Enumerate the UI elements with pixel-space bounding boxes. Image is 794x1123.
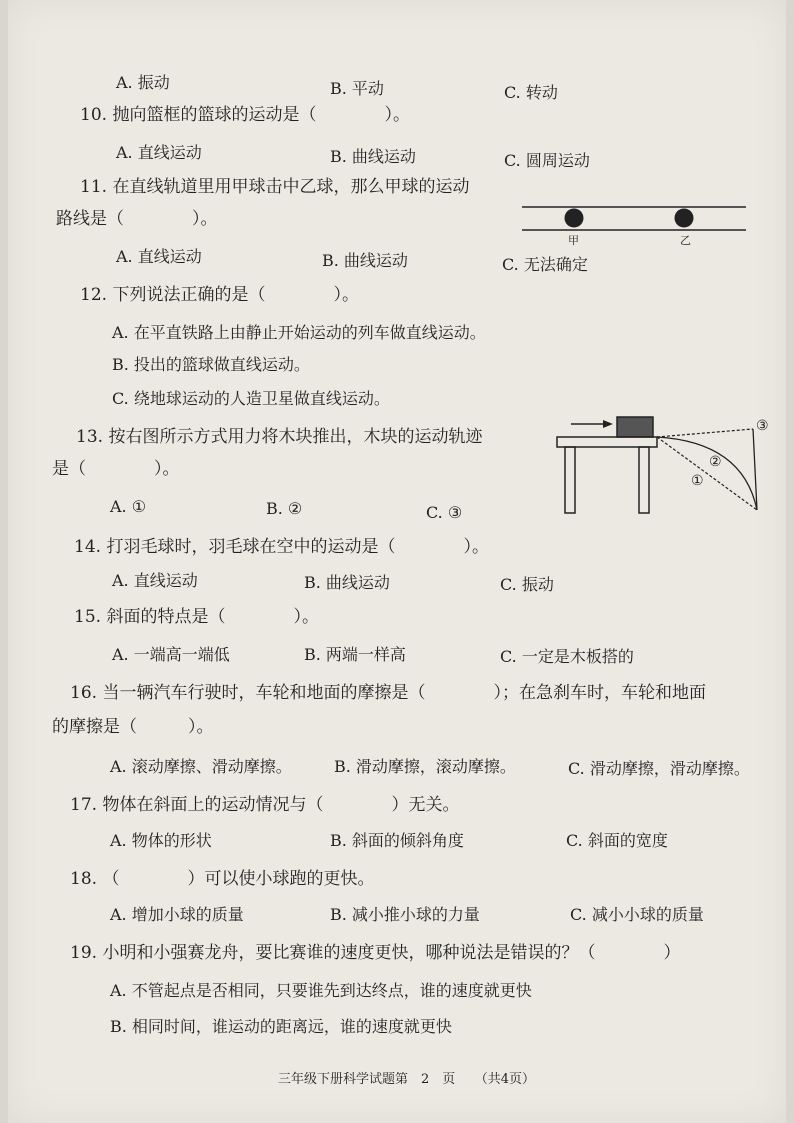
q19-option-a: A. 不管起点是否相同，只要谁先到达终点，谁的速度就更快: [110, 981, 532, 1000]
q14-stem: 14. 打羽毛球时，羽毛球在空中的运动是（ ）。: [74, 537, 489, 557]
q10-option-b: B. 曲线运动: [330, 147, 416, 166]
q14-option-c: C. 振动: [500, 575, 554, 594]
q17-option-a: A. 物体的形状: [110, 831, 212, 850]
trajectory-3: [657, 429, 753, 437]
q11-option-b: B. 曲线运动: [322, 251, 408, 270]
q13-option-a: A. ①: [110, 497, 147, 516]
q17-option-c: C. 斜面的宽度: [566, 831, 668, 850]
q14-option-b: B. 曲线运动: [304, 573, 390, 592]
q12-option-b: B. 投出的篮球做直线运动。: [112, 355, 310, 374]
q13-option-c: C. ③: [426, 503, 463, 522]
page-footer: 三年级下册科学试题第 2 页 （共4页）: [278, 1072, 536, 1087]
q11-stem-line2: 路线是（ ）。: [56, 209, 218, 229]
q15-option-a: A. 一端高一端低: [112, 645, 230, 664]
q13-stem-line2: 是（ ）。: [52, 459, 180, 479]
q10-stem: 10. 抛向篮框的篮球的运动是（ ）。: [80, 105, 410, 125]
q18-option-b: B. 减小推小球的力量: [330, 905, 480, 924]
q16-option-c: C. 滑动摩擦，滑动摩擦。: [568, 759, 750, 778]
q9-option-c: C. 转动: [504, 83, 558, 102]
q9-option-b: B. 平动: [330, 79, 384, 98]
q16-option-b: B. 滑动摩擦，滚动摩擦。: [334, 757, 516, 776]
q10-option-a: A. 直线运动: [116, 143, 202, 162]
ball-jia: [565, 209, 584, 228]
q17-stem: 17. 物体在斜面上的运动情况与（ ）无关。: [70, 795, 460, 815]
q13-option-b: B. ②: [266, 499, 303, 518]
q16-stem-line1: 16. 当一辆汽车行驶时，车轮和地面的摩擦是（ ）；在急刹车时，车轮和地面: [70, 683, 706, 703]
ball-yi: [675, 209, 694, 228]
q19-stem: 19. 小明和小强赛龙舟，要比赛谁的速度更快，哪种说法是错误的？（ ）: [70, 943, 681, 963]
table-trajectory-diagram: [553, 412, 778, 516]
q12-stem: 12. 下列说法正确的是（ ）。: [80, 285, 359, 305]
q18-stem: 18. （ ）可以使小球跑的更快。: [70, 869, 375, 889]
q14-option-a: A. 直线运动: [112, 571, 198, 590]
wood-block: [617, 417, 653, 437]
q11-option-c: C. 无法确定: [502, 255, 588, 274]
q12-option-c: C. 绕地球运动的人造卫星做直线运动。: [112, 389, 390, 408]
q13-stem-line1: 13. 按右图所示方式用力将木块推出，木块的运动轨迹: [76, 427, 483, 447]
q15-option-b: B. 两端一样高: [304, 645, 406, 664]
exam-page: [8, 0, 786, 1123]
q18-option-a: A. 增加小球的质量: [110, 905, 244, 924]
track-diagram: [518, 196, 750, 250]
q11-stem-line1: 11. 在直线轨道里用甲球击中乙球，那么甲球的运动: [80, 177, 470, 197]
q10-option-c: C. 圆周运动: [504, 151, 590, 170]
q12-option-a: A. 在平直铁路上由静止开始运动的列车做直线运动。: [112, 323, 486, 342]
q16-stem-line2: 的摩擦是（ ）。: [52, 717, 214, 737]
trajectory-label-1: ①: [691, 473, 704, 489]
q15-option-c: C. 一定是木板搭的: [500, 647, 634, 666]
q17-option-b: B. 斜面的倾斜角度: [330, 831, 464, 850]
trajectory-label-2: ②: [709, 454, 722, 470]
trajectory-label-3: ③: [756, 418, 769, 434]
q9-option-a: A. 振动: [116, 73, 170, 92]
q16-option-a: A. 滚动摩擦、滑动摩擦。: [110, 757, 292, 776]
q19-option-b: B. 相同时间，谁运动的距离远，谁的速度就更快: [110, 1017, 452, 1036]
ball-yi-label: 乙: [680, 234, 691, 247]
q11-option-a: A. 直线运动: [116, 247, 202, 266]
q18-option-c: C. 减小小球的质量: [570, 905, 704, 924]
ball-jia-label: 甲: [568, 234, 579, 247]
table-top: [557, 437, 657, 447]
q15-stem: 15. 斜面的特点是（ ）。: [74, 607, 319, 627]
